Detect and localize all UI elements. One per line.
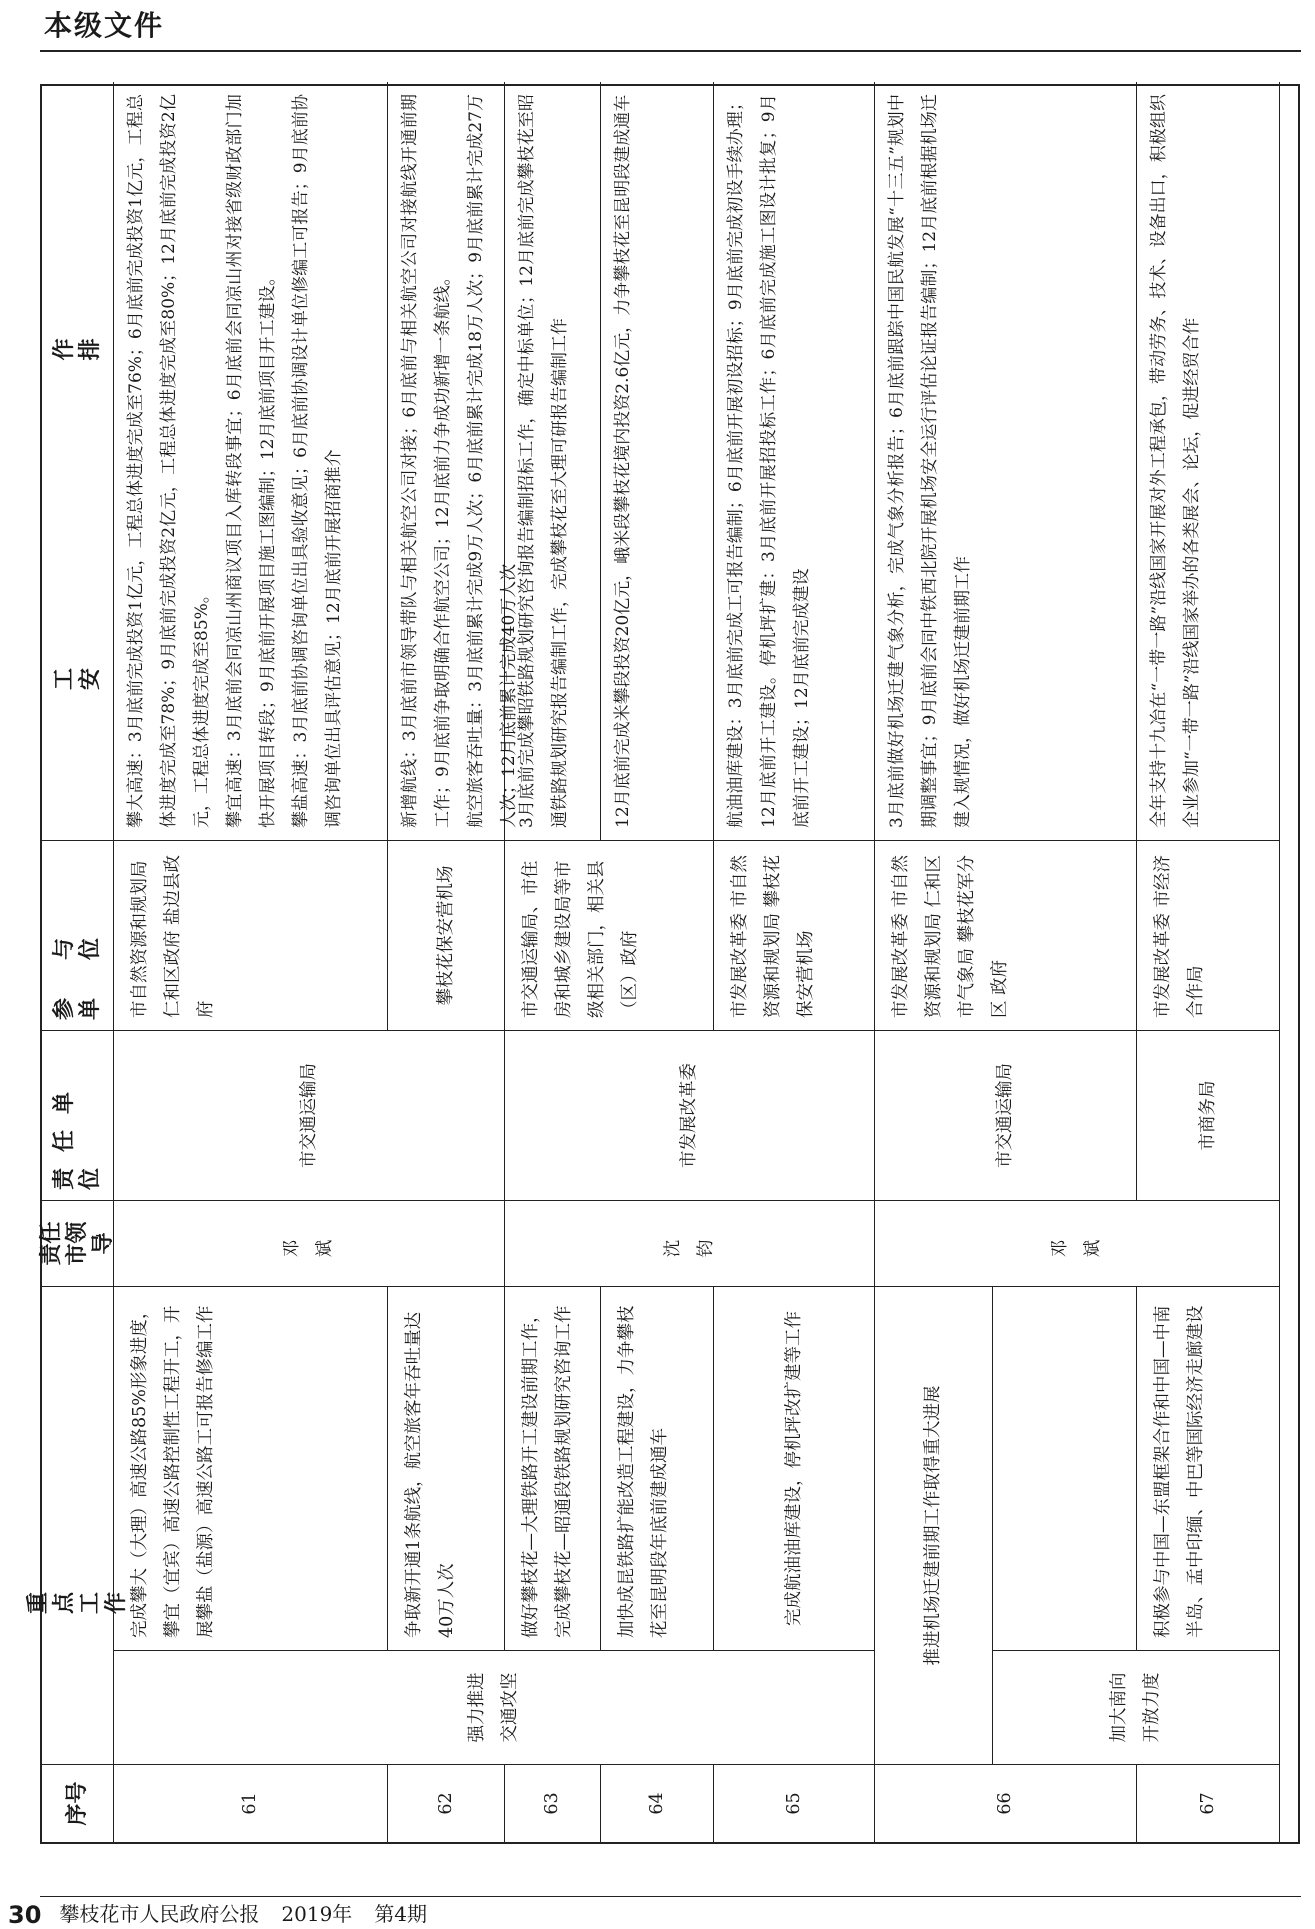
leader-2: 沈 钧	[505, 1200, 875, 1286]
part-unit-66: 市发展改革委 市自然资源和规划局 仁和区 市气象局 攀枝花军分区 政府	[875, 840, 1137, 1030]
key-work-65: 完成航油油库建设，停机坪改扩建等工作	[714, 1286, 875, 1650]
journal-name: 攀枝花市人民政府公报	[59, 1902, 260, 1926]
resp-unit-2: 市发展改革委	[505, 1030, 875, 1200]
header-key-work: 重 点 工 作	[42, 1286, 114, 1764]
leader-1: 邓 斌	[114, 1200, 505, 1286]
header-rule	[40, 50, 1301, 52]
arrangement-67: 全年支持十九冶在“一带一路”沿线国家开展对外工程承包，带动劳务、技术、设备出口，积极组织企业参加“一带一路”沿线国家举办的各类展会、论坛，促进经贸合作	[1137, 82, 1280, 840]
seq-61: 61	[114, 1764, 388, 1842]
header-resp-unit: 责任单位	[42, 1030, 114, 1200]
arrangement-64: 12月底前完成米攀段投资20亿元，峨米段攀枝花境内投资2.6亿元，力争攀枝花至昆明段建成通车	[601, 82, 714, 840]
key-work-66-blank	[993, 1286, 1137, 1650]
key-work-62: 争取新开通1条航线，航空旅客年吞吐量达40万人次	[388, 1286, 505, 1650]
key-work-64: 加快成昆铁路扩能改造工程建设，力争攀枝花至昆明段年底前建成通车	[601, 1286, 714, 1650]
resp-unit-4: 市商务局	[1137, 1030, 1280, 1200]
section-title: 本级文件	[44, 9, 165, 42]
arrangement-61: 攀大高速：3月底前完成投资1亿元，工程总体进度完成至76%；6月底前完成投资1亿元，工程总体进度完成至78%；9月底前完成投资2亿元，工程总体进度完成至80%；12月底前完成投资2亿元，工程总体进度完成至85%。 攀宜高速：3月底前会同凉山州商议项目入库转段事宜；6月底前会同凉山州对接省级财政部门加快开展项目转段；9月底前开展项目施工图编制；12月底前项目开工建设。 攀盐高速：3月底前协调咨询单位出具验收意见；6月底前协调设计单位修编工可报告；9月底前协调咨询单位出具评估意见；12月底前开展招商推介	[114, 82, 388, 840]
footer-rule	[40, 1896, 1301, 1897]
part-unit-63: 市交通运输局、市住房和城乡建设局等市级相关部门，相关县（区）政府	[505, 840, 714, 1030]
arrangement-65: 航油油库建设：3月底前完成工可报告编制；6月底前开展初设招标；9月底前完成初设手续办理；12月底前开工建设。停机坪扩建：3月底前开展招投标工作；6月底前完成施工图设计批复；9月底前开工建设；12月底前完成建设	[714, 82, 875, 840]
page-number: 30	[8, 1901, 42, 1929]
task-table	[25, 84, 1300, 1844]
category-transport: 强力推进 交通攻坚	[114, 1650, 875, 1764]
seq-65: 65	[714, 1764, 875, 1842]
resp-unit-3: 市交通运输局	[875, 1030, 1137, 1200]
seq-67: 67	[1137, 1764, 1280, 1842]
seq-66: 66	[875, 1764, 1137, 1842]
arrangement-62: 新增航线：3月底前市领导带队与相关航空公司对接；6月底前与相关航空公司对接航线开通前期工作；9月底前争取明确合作航空公司；12月底前力争成功新增一条航线。 航空旅客吞吐量：3月底前累计完成9万人次；6月底前累计完成18万人次；9月底前累计完成27万人次；12月底前累计完成40万人次	[388, 82, 505, 840]
seq-62: 62	[388, 1764, 505, 1842]
part-unit-62: 攀枝花保安营机场	[388, 840, 505, 1030]
leader-3: 邓 斌	[875, 1200, 1280, 1286]
key-work-66: 推进机场迁建前期工作取得重大进展	[875, 1286, 993, 1764]
header-part-unit: 参与单位	[42, 840, 114, 1030]
key-work-67: 积极参与中国—东盟框架合作和中国—中南半岛、孟中印缅、中巴等国际经济走廊建设	[1137, 1286, 1280, 1650]
header-leader: 责任 市领导	[42, 1200, 114, 1286]
part-unit-65: 市发展改革委 市自然资源和规划局 攀枝花保安营机场	[714, 840, 875, 1030]
journal-issue: 第4期	[374, 1902, 428, 1926]
journal-year: 2019年	[281, 1902, 353, 1926]
header-seq: 序号	[42, 1764, 114, 1842]
seq-64: 64	[601, 1764, 714, 1842]
arrangement-66: 3月底前做好机场迁建气象分析，完成气象分析报告；6月底前跟踪中国民航发展“十三五”规划中期调整事宜；9月底前会同中铁西北院开展机场安全运行评估论证报告编制；12月底前根据机场迁建入规情况，做好机场迁建前期工作	[875, 82, 1137, 840]
header-arrangement: 工 作 安 排	[42, 82, 114, 840]
page-footer	[8, 1898, 427, 1929]
arrangement-63: 3月底前完成攀昭铁路规划研究咨询报告编制招标工作，确定中标单位；12月底前完成攀枝花至昭通铁路规划研究报告编制工作，完成攀枝花至大理可研报告编制工作	[505, 82, 601, 840]
key-work-61: 完成攀大（大理）高速公路85%形象进度，攀宜（宜宾）高速公路控制性工程开工，开展攀盐（盐源）高速公路工可报告修编工作	[114, 1286, 388, 1650]
resp-unit-1: 市交通运输局	[114, 1030, 505, 1200]
key-work-63: 做好攀枝花—大理铁路开工建设前期工作，完成攀枝花—昭通段铁路规划研究咨询工作	[505, 1286, 601, 1650]
part-unit-61: 市自然资源和规划局 仁和区政府 盐边县政府	[114, 840, 388, 1030]
category-opening: 加大南向 开放力度	[993, 1650, 1280, 1764]
table-tail	[1280, 82, 1292, 1842]
part-unit-67: 市发展改革委 市经济合作局	[1137, 840, 1280, 1030]
seq-63: 63	[505, 1764, 601, 1842]
task-table-container	[25, 84, 1300, 1844]
